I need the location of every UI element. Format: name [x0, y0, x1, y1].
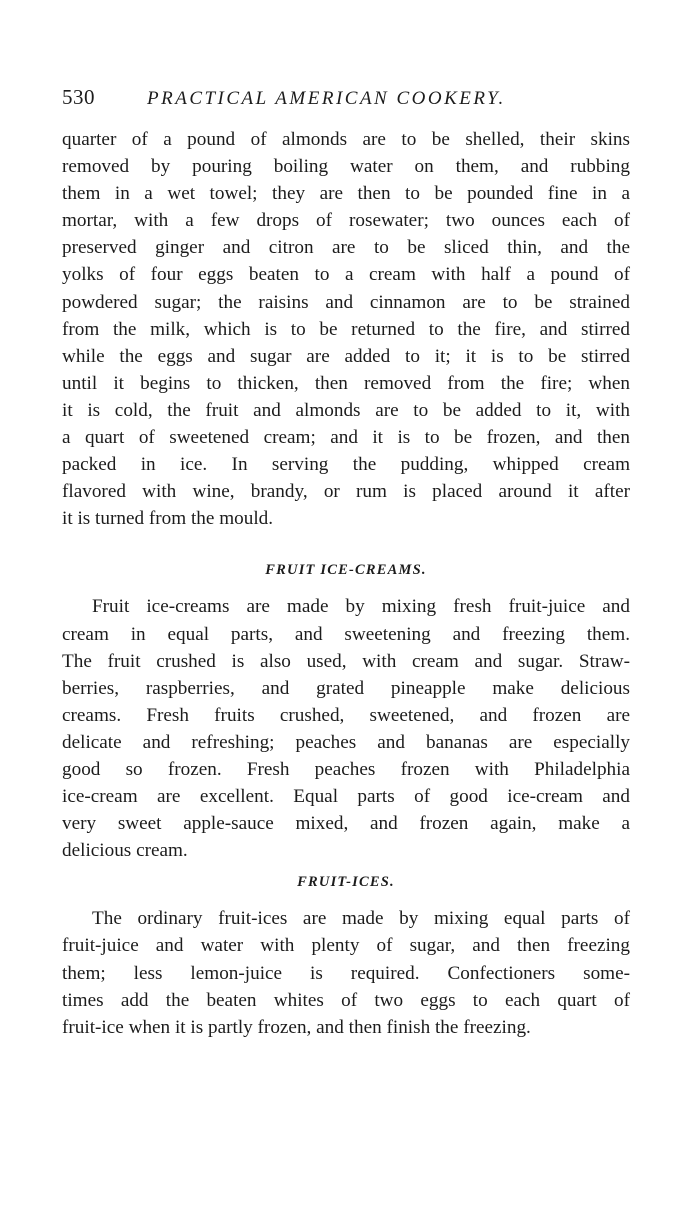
text-line: berries, raspberries, and grated pineapple make delicious — [62, 677, 630, 699]
running-head — [62, 84, 630, 112]
text-line: very sweet apple-sauce mixed, and frozen again, make a — [62, 813, 630, 835]
text-line: times add the beaten whites of two eggs to each quart of — [62, 989, 630, 1011]
pudding-continuation-paragraph — [62, 126, 630, 532]
text-line: it is cold, the fruit and almonds are to be added to it, with — [62, 399, 630, 421]
book-page — [62, 84, 630, 1041]
text-line: The fruit crushed is also used, with cream and sugar. Straw- — [62, 650, 630, 672]
text-line: creams. Fresh fruits crushed, sweetened, and frozen are — [62, 704, 630, 726]
text-line: preserved ginger and citron are to be sliced thin, and the — [62, 237, 630, 259]
text-line: powdered sugar; the raisins and cinnamon are to be strained — [62, 291, 630, 313]
text-line: them; less lemon-juice is required. Confectioners some- — [62, 962, 630, 984]
text-line: flavored with wine, brandy, or rum is placed around it after — [62, 481, 630, 503]
text-line: fruit-ice when it is partly frozen, and then finish the freezing. — [62, 1016, 531, 1038]
text-line: yolks of four eggs beaten to a cream with half a pound of — [62, 264, 630, 286]
text-line: Fruit ice-creams are made by mixing fresh fruit-juice and — [92, 596, 630, 618]
section-heading-fruit-ices: FRUIT-ICES. — [297, 874, 395, 891]
text-line: cream in equal parts, and sweetening and freezing them. — [62, 623, 630, 645]
running-title: PRACTICAL AMERICAN COOKERY. — [147, 88, 506, 109]
text-line: them in a wet towel; they are then to be pounded fine in a — [62, 183, 630, 205]
text-line: delicate and refreshing; peaches and bananas are especially — [62, 731, 630, 753]
fruit-ice-creams-paragraph — [62, 593, 630, 864]
page-number: 530 — [62, 85, 95, 109]
fruit-ices-paragraph — [62, 905, 630, 1040]
section-heading-fruit-ice-creams: FRUIT ICE-CREAMS. — [265, 562, 427, 579]
text-line: ice-cream are excellent. Equal parts of good ice-cream and — [62, 786, 630, 808]
text-line: removed by pouring boiling water on them, and rubbing — [62, 156, 630, 178]
text-line: good so frozen. Fresh peaches frozen with Philadelphia — [62, 758, 630, 780]
text-line: fruit-juice and water with plenty of sugar, and then freezing — [62, 935, 630, 957]
text-line: The ordinary fruit-ices are made by mixing equal parts of — [92, 908, 630, 930]
text-line: until it begins to thicken, then removed from the fire; when — [62, 372, 630, 394]
text-line: packed in ice. In serving the pudding, whipped cream — [62, 454, 630, 476]
text-line: mortar, with a few drops of rosewater; two ounces each of — [62, 210, 630, 232]
text-line: while the eggs and sugar are added to it; it is to be stirred — [62, 345, 630, 367]
text-line: delicious cream. — [62, 840, 188, 862]
text-line: quarter of a pound of almonds are to be shelled, their skins — [62, 129, 630, 150]
text-line: it is turned from the mould. — [62, 508, 274, 530]
text-line: a quart of sweetened cream; and it is to be frozen, and then — [62, 427, 630, 449]
text-line: from the milk, which is to be returned to the fire, and stirred — [62, 318, 630, 340]
